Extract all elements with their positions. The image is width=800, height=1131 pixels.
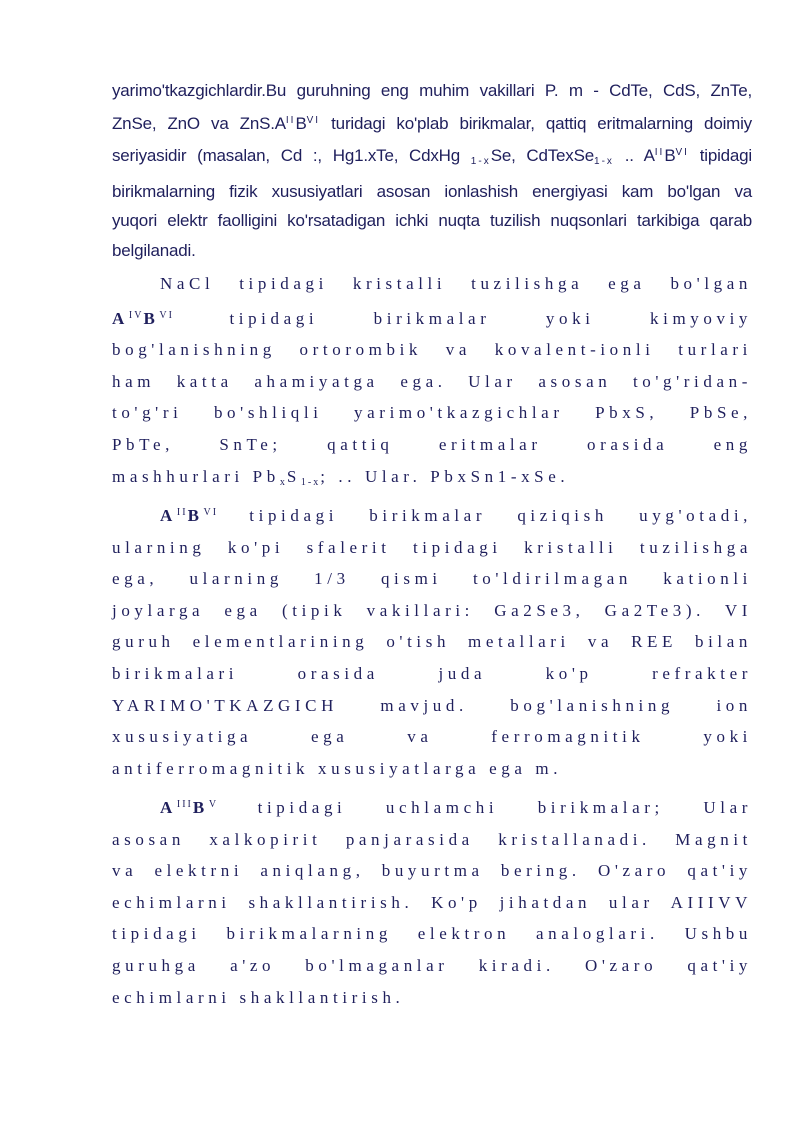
text-line: asosan xalkopirit panjarasida kristallanadi. Magnit xyxy=(112,829,752,849)
text-line: birikmalari orasida juda ko'p refrakter xyxy=(112,663,752,683)
text-line: NaCl tipidagi kristalli tuzilishga ega bo'lgan xyxy=(160,274,752,293)
paragraph-4 xyxy=(112,789,752,1013)
text-line: $A^{IV}B^{VI}$ tipidagi birikmalar yoki kimyoviy xyxy=(112,308,752,328)
paragraph-1 xyxy=(112,76,752,266)
text-line: antiferromagnitik xususiyatlarga ega m. xyxy=(112,758,563,778)
paragraph-3 xyxy=(112,497,752,784)
text-line: PbTe, SnTe; qattiq eritmalar orasida eng xyxy=(112,434,752,454)
text-line: $A^{III}B^V$ tipidagi uchlamchi birikmalar; Ular xyxy=(160,798,752,817)
text-line: YARIMO'TKAZGICH mavjud. bog'lanishning ion xyxy=(112,695,752,715)
text-line: yarimo'tkazgichlardir.Bu guruhning eng muhim vakillari P. m - CdTe, CdS, ZnTe, xyxy=(112,81,752,100)
text-line: ega, ularning 1/3 qismi to'ldirilmagan kationli xyxy=(112,569,752,589)
text-line: joylarga ega (tipik vakillari: Ga2Se3, Ga2Te3). VI xyxy=(112,600,752,620)
text-line: $A^{II}B^{VI}$ tipidagi birikmalar qiziqish uyg'otadi, xyxy=(160,506,752,525)
text-line: xususiyatiga ega va ferromagnitik yoki xyxy=(112,727,752,747)
text-line: yuqori elektr faolligini ko'rsatadigan ichki nuqta tuzilish nuqsonlari tarkibiga qarab xyxy=(112,211,752,231)
text-line: tipidagi birikmalarning elektron analoglari. Ushbu xyxy=(112,924,752,944)
text-line: echimlarni shakllantirish. Ko'p jihatdan ular AIIIVV xyxy=(112,892,752,912)
text-line: ularning ko'pi sfalerit tipidagi kristalli tuzilishga xyxy=(112,537,752,557)
text-line: belgilanadi. xyxy=(112,240,196,260)
text-line: mashhurlari $Pb_xS_{1-x}$; .. Ular. PbxSn1-xSe. xyxy=(112,466,570,488)
text-line: guruhga a'zo bo'lmaganlar kiradi. O'zaro qat'iy xyxy=(112,955,752,975)
text-line: seriyasidir (masalan, Cd :, Hg1.xTe, CdxHg $_{1-x}$Se, CdTexSe$_{1-x}$ .. $A^{II}B^{VI}$ tipidagi xyxy=(112,146,753,168)
text-line: to'g'ri bo'shliqli yarimo'tkazgichlar PbxS, PbSe, xyxy=(112,403,752,423)
text-line: ham katta ahamiyatga ega. Ular asosan to'g'ridan- xyxy=(112,371,752,391)
text-line: guruh elementlarining o'tish metallari va REE bilan xyxy=(112,632,752,652)
text-line: echimlarni shakllantirish. xyxy=(112,987,405,1007)
text-line: bog'lanishning ortorombik va kovalent-ionli turlari xyxy=(112,340,752,360)
paragraph-2 xyxy=(112,268,752,498)
text-line: va elektrni aniqlang, buyurtma bering. O'zaro qat'iy xyxy=(112,861,752,881)
text-line: birikmalarning fizik xususiyatlari asosan ionlashish energiyasi kam bo'lgan va xyxy=(112,181,752,201)
text-line: ZnSe, ZnO va $ZnS.A^{II}B^{VI}$ turidagi ko'plab birikmalar, qattiq eritmalarning doimiy xyxy=(112,113,752,133)
